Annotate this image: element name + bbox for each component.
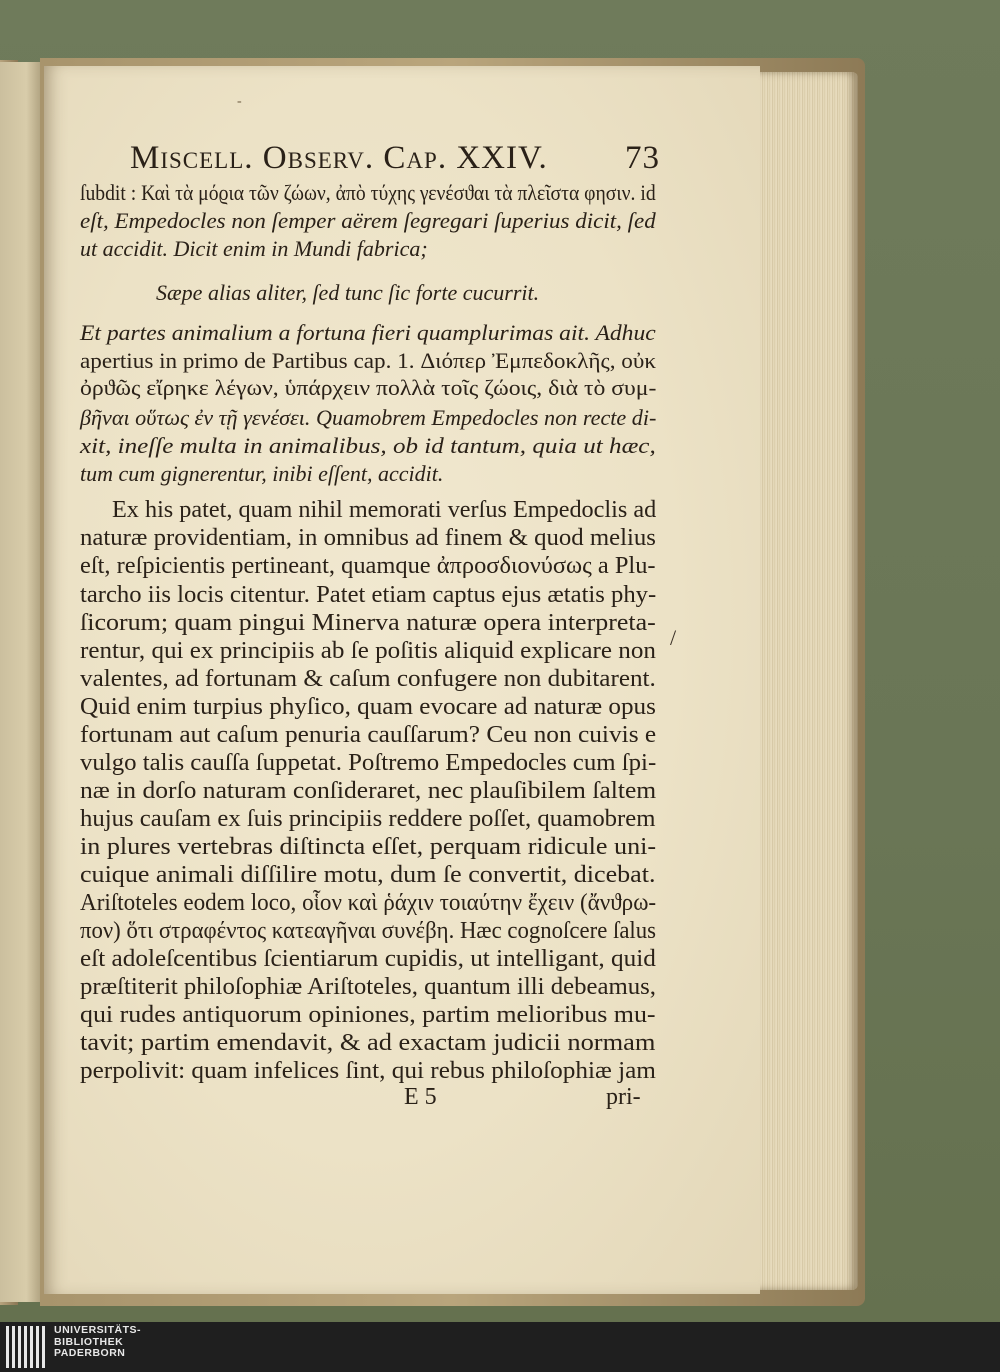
text-line: ſicorum; quam pingui Minerva naturæ opera interpreta- xyxy=(80,610,656,636)
text-line: cuique animali diſſilire motu, dum ſe convertit, dicebat. xyxy=(80,862,656,888)
library-name-line2: BIBLIOTHEK xyxy=(54,1335,124,1348)
text-line: ſubdit : Καὶ τὰ μόϱια τῶν ζώων, ἀπὸ τύχης γενέσϑαι τὰ πλεῖστα φησιν. id xyxy=(80,180,656,205)
text-line: perpolivit: quam infelices ſint, qui rebus philoſophiæ jam xyxy=(80,1058,656,1084)
text-line: Sæpe alias aliter, ſed tunc ſic forte cucurrit. xyxy=(156,280,540,305)
text-line: eſt adoleſcentibus ſcientiarum cupidis, ut intelligant, quid xyxy=(80,946,656,972)
text-line: Ariſtoteles eodem loco, οἷον καὶ ῥάχιν τοιαύτην ἔχειν (ἄνϑρω- xyxy=(80,890,657,916)
text-line: præſtiterit philoſophiæ Ariſtoteles, quantum illi debeamus, xyxy=(80,974,656,1000)
text-line: ut accidit. Dicit enim in Mundi fabrica; xyxy=(80,236,428,261)
text-line: naturæ providentiam, in omnibus ad finem & quod melius xyxy=(80,525,656,551)
text-line: qui rudes antiquorum opiniones, partim melioribus mu- xyxy=(80,1002,656,1028)
text-line: fortunam aut caſum penuria cauſſarum? Ceu non cuivis e xyxy=(80,722,657,748)
page-edges xyxy=(758,72,858,1290)
text-line: βῆναι οὕτως ἐν τῇ γενέσει. Quamobrem Empedocles non recte di- xyxy=(80,405,657,430)
library-name xyxy=(54,1325,141,1360)
text-line: eſt, reſpicientis pertineant, quamque ἀπροσδιονύσως a Plu- xyxy=(80,553,656,579)
text-line: næ in dorſo naturam conſideraret, nec plauſibilem ſaltem xyxy=(80,778,657,804)
text-line: xit, ineſſe multa in animalibus, ob id tantum, quia ut hæc, xyxy=(80,433,656,458)
margin-mark: / xyxy=(670,625,677,650)
running-title: Miscell. Observ. Cap. XXIV. xyxy=(130,140,548,176)
text-line: in plures vertebras diſtincta eſſet, perquam ridicule uni- xyxy=(80,834,657,860)
text-line: valentes, ad fortunam & caſum confugere non dubitarent. xyxy=(80,666,656,692)
signature-mark: E 5 xyxy=(404,1084,437,1110)
text-line: Quid enim turpius phyſico, quam evocare ad naturæ opus xyxy=(80,694,656,720)
library-name-line1: UNIVERSITÄTS- xyxy=(54,1324,142,1336)
text-line: eſt, Empedocles non ſemper aërem ſegregari ſuperius dicit, ſed xyxy=(80,208,656,233)
text-line: tarcho iis locis citentur. Patet etiam captus ejus ætatis phy- xyxy=(80,582,657,608)
text-line: rentur, qui ex principiis ab ſe poſitis aliquid explicare non xyxy=(80,638,656,664)
library-logo-icon xyxy=(4,1326,48,1368)
text-line: ὀρϑῶς εἴρηκε λέγων, ὑπάρχειν πολλὰ τοῖς ζώοις, διὰ τὸ συμ- xyxy=(80,375,657,400)
text-line: tum cum gignerentur, inibi eſſent, accidit. xyxy=(80,461,444,486)
text-line: Et partes animalium a fortuna fieri quamplurimas ait. Adhuc xyxy=(80,320,656,345)
text-line: hujus cauſam ex ſuis principiis reddere poſſet, quamobrem xyxy=(80,806,656,832)
text-line: πον) ὅτι στραφέντος κατεαγῆναι συνέβη. Hæc cognoſcere ſalus xyxy=(80,918,657,944)
text-line: Ex his patet, quam nihil memorati verſus Empedoclis ad xyxy=(112,497,657,523)
running-header xyxy=(130,140,660,180)
catchword: pri- xyxy=(606,1084,641,1110)
text-line: apertius in primo de Partibus cap. 1. Διόπερ Ἐμπεδοκλῆς, οὐκ xyxy=(80,348,657,373)
library-footer-bar xyxy=(0,1322,1000,1372)
library-name-line3: PADERBORN xyxy=(54,1347,126,1359)
text-line: vulgo talis cauſſa ſuppetat. Poſtremo Empedocles cum ſpi- xyxy=(80,750,657,776)
text-line: tavit; partim emendavit, & ad exactam judicii normam xyxy=(80,1030,656,1056)
page-dot-mark: - xyxy=(237,94,242,109)
page-number: 73 xyxy=(625,140,660,176)
